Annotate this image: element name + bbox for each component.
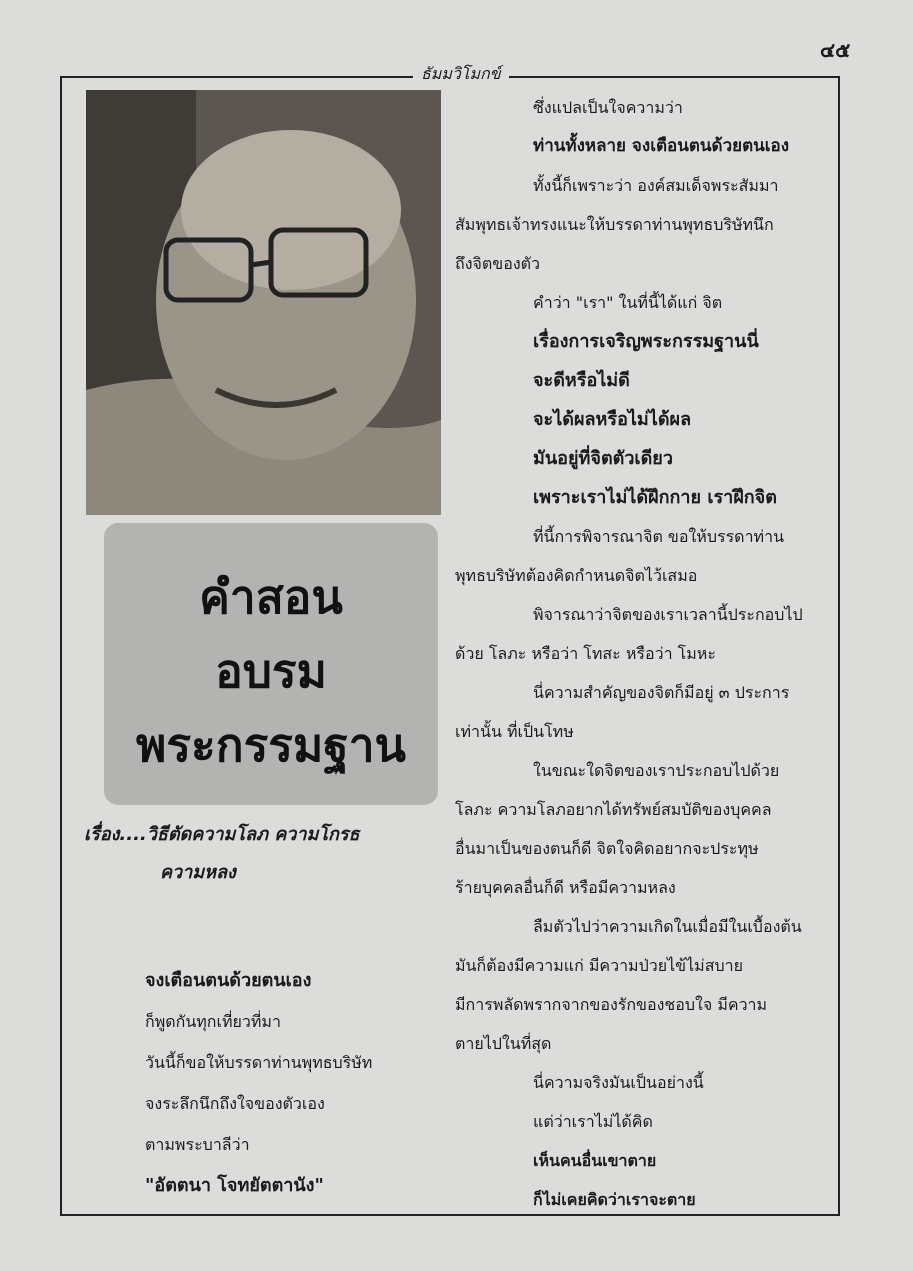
body-line: ท่านทั้งหลาย จงเตือนตนด้วยตนเอง — [533, 136, 790, 156]
left-line: ก็พูดกันทุกเที่ยวที่มา — [145, 1012, 281, 1031]
body-line: มีการพลัดพรากจากของรักของชอบใจ มีความ — [455, 995, 768, 1014]
title-box — [104, 523, 438, 805]
body-line: อื่นมาเป็นของตนก็ดี จิตใจคิดอยากจะประทุษ — [455, 839, 759, 858]
body-line: คำว่า "เรา" ในที่นี้ได้แก่ จิต — [533, 293, 723, 312]
left-line: วันนี้ก็ขอให้บรรดาท่านพุทธบริษัท — [145, 1053, 373, 1072]
body-line: จะได้ผลหรือไม่ได้ผล — [533, 409, 692, 430]
body-line: ด้วย โลภะ หรือว่า โทสะ หรือว่า โมหะ — [455, 644, 716, 663]
page-number: ๔๕ — [820, 38, 851, 62]
body-line: ซึ่งแปลเป็นใจความว่า — [533, 98, 683, 117]
body-line: ในขณะใดจิตของเราประกอบไปด้วย — [533, 761, 780, 780]
title-line-1: คำสอน — [199, 570, 343, 624]
body-line: จะดีหรือไม่ดี — [533, 370, 630, 391]
title-line-2: อบรม — [215, 644, 327, 698]
body-line: พุทธบริษัทต้องคิดกำหนดจิตไว้เสมอ — [455, 566, 698, 585]
left-line: จงระลึกนึกถึงใจของตัวเอง — [145, 1094, 325, 1113]
body-line: ถึงจิตของตัว — [455, 254, 540, 273]
title-line-3: พระกรรมฐาน — [136, 718, 406, 772]
left-body-text — [145, 960, 372, 1206]
body-line: ที่นี้การพิจารณาจิต ขอให้บรรดาท่าน — [533, 527, 785, 546]
right-column-text — [455, 88, 835, 1219]
body-line: ตายไปในที่สุด — [455, 1034, 552, 1053]
subtitle-line-1: เรื่อง....วิธีตัดความโลภ ความโกรธ — [84, 824, 360, 845]
body-line: เห็นคนอื่นเขาตาย — [533, 1151, 657, 1170]
running-header: ธัมมวิโมกข์ — [413, 62, 509, 87]
body-line: เรื่องการเจริญพระกรรมฐานนี่ — [533, 331, 759, 352]
body-line: นี่ความสำคัญของจิตก็มีอยู่ ๓ ประการ — [533, 683, 790, 702]
monk-photo — [86, 90, 441, 515]
body-line: เพราะเราไม่ได้ฝึกกาย เราฝึกจิต — [533, 487, 777, 508]
body-line: ร้ายบุคคลอื่นก็ดี หรือมีความหลง — [455, 878, 676, 897]
subtitle-line-2: ความหลง — [160, 862, 236, 883]
body-line: สัมพุทธเจ้าทรงแนะให้บรรดาท่านพุทธบริษัทนึก — [455, 215, 774, 234]
body-line: มันอยู่ที่จิตตัวเดียว — [533, 448, 673, 469]
left-line: "อัตตนา โจทยัตตานัง" — [145, 1175, 324, 1196]
subtitle — [84, 816, 424, 892]
body-line: พิจารณาว่าจิตของเราเวลานี้ประกอบไป — [533, 605, 803, 624]
body-line: ทั้งนี้ก็เพราะว่า องค์สมเด็จพระสัมมา — [533, 176, 779, 195]
left-line: ตามพระบาลีว่า — [145, 1135, 250, 1154]
body-line: มันก็ต้องมีความแก่ มีความป่วยไข้ไม่สบาย — [455, 956, 743, 975]
body-line: ก็ไม่เคยคิดว่าเราจะตาย — [533, 1190, 696, 1209]
body-line: ลืมตัวไปว่าความเกิดในเมื่อมีในเบื้องต้น — [533, 917, 802, 936]
left-line: จงเตือนตนด้วยตนเอง — [145, 970, 312, 991]
body-line: เท่านั้น ที่เป็นโทษ — [455, 722, 574, 741]
body-line: นี่ความจริงมันเป็นอย่างนี้ — [533, 1073, 704, 1092]
body-line: โลภะ ความโลภอยากได้ทรัพย์สมบัติของบุคคล — [455, 800, 772, 819]
body-line: แต่ว่าเราไม่ได้คิด — [533, 1112, 653, 1131]
